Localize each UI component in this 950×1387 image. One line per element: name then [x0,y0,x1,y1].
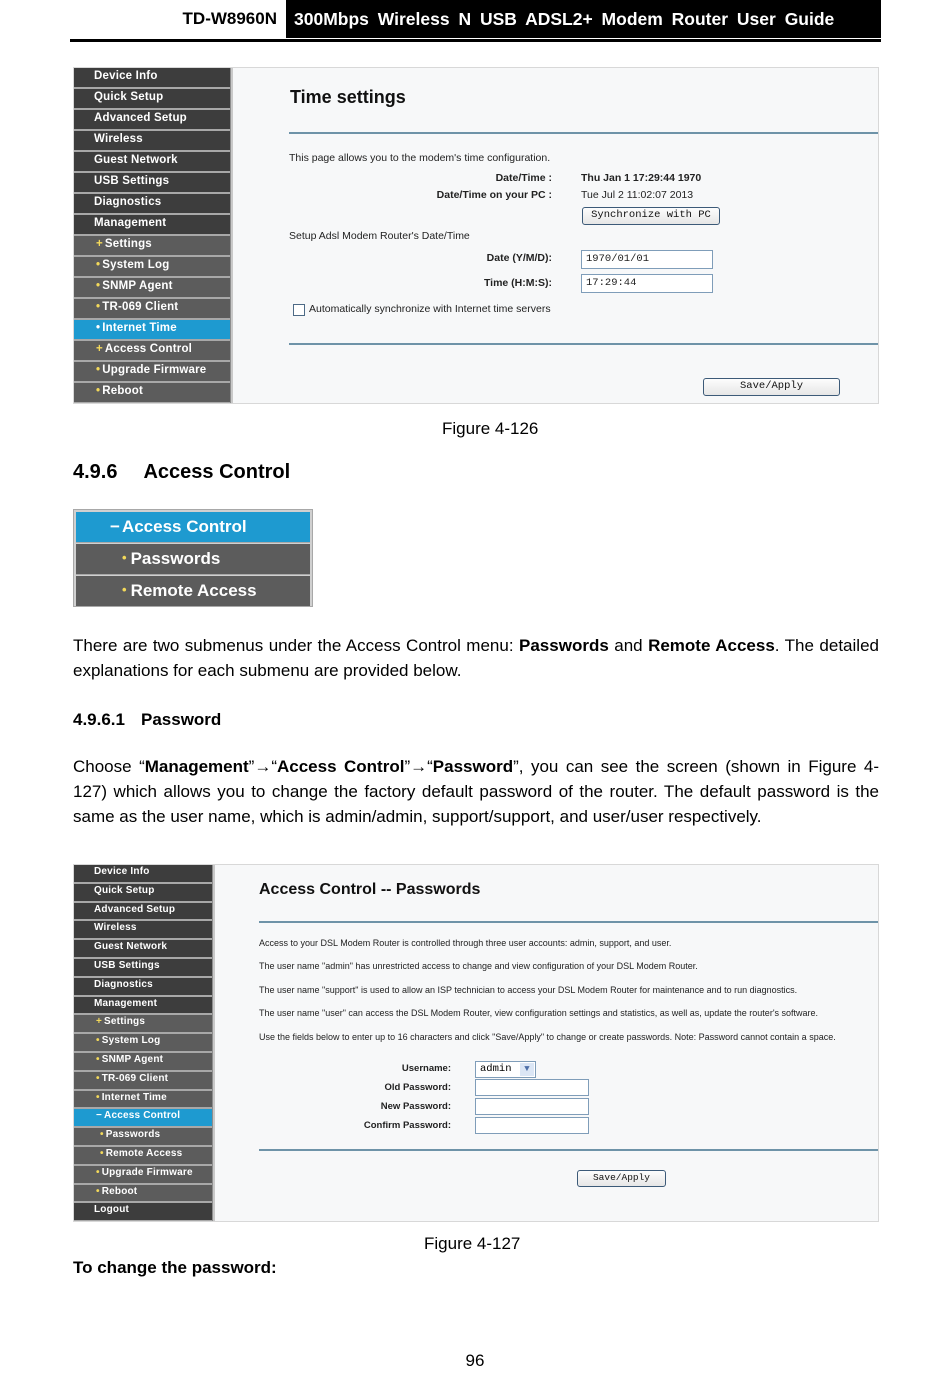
date-label: Date (Y/M/D): [486,252,552,264]
bullet-icon: • [100,1147,104,1159]
bullet-icon: • [96,1091,100,1103]
snippet-item-passwords[interactable] [76,544,310,575]
sidebar-item-label: Advanced Setup [94,112,187,124]
sidebar-item-snmp-agent[interactable] [74,278,230,299]
sidebar-item-label: Reboot [102,385,144,397]
sidebar-item-wireless[interactable] [74,131,230,152]
text: ”→“ [248,757,277,776]
bullet-icon: • [96,280,101,292]
sidebar-item-access-control[interactable] [74,1109,212,1128]
figure-4-126-screenshot [73,67,879,404]
bullet-icon: • [122,582,127,597]
sidebar-item-label: Advanced Setup [94,903,176,915]
sidebar-item-label: USB Settings [94,175,170,187]
bullet-icon: • [96,1185,100,1197]
passwords-content [216,865,878,1221]
sidebar-item-label: Diagnostics [94,196,162,208]
pc-datetime-value: Tue Jul 2 11:02:07 2013 [581,189,694,201]
text-bold: Access Control [276,757,405,776]
sidebar-item-internet-time[interactable] [74,1091,212,1110]
sidebar-item-remote-access[interactable] [74,1147,212,1166]
sidebar-item-wireless[interactable] [74,921,212,940]
datetime-label: Date/Time : [495,172,552,184]
sidebar-item-reboot[interactable] [74,383,230,404]
header-rule [70,39,881,42]
sidebar-item-upgrade-firmware[interactable] [74,362,230,383]
figure-4-127-screenshot [73,864,879,1222]
page-title: Time settings [290,87,406,107]
bullet-icon: • [96,301,101,313]
sidebar-item-diagnostics[interactable] [74,978,212,997]
sidebar-item-label: Guest Network [94,941,168,953]
bullet-icon: • [96,1053,100,1065]
description-line: The user name "support" is used to allow an ISP technician to access your DSL Modem Router for maintenance and to run diagnostics. [259,985,798,995]
figure-caption: Figure 4-127 [424,1234,521,1253]
sidebar-item-label: SNMP Agent [102,280,173,292]
bullet-icon: • [96,1166,100,1178]
page-header [70,0,881,42]
sidebar-item-passwords[interactable] [74,1128,212,1147]
sidebar-item-usb-settings[interactable] [74,959,212,978]
username-selected: admin [480,1063,512,1075]
sidebar-item-device-info[interactable] [74,68,230,89]
sidebar-divider [212,865,215,1221]
bullet-icon: • [96,1072,100,1084]
snippet-item-remote-access[interactable] [76,576,310,607]
chevron-down-icon[interactable]: ▼ [520,1063,534,1076]
sidebar-item-label: Logout [94,1204,130,1216]
username-label: Username: [401,1063,451,1074]
sidebar-item-label: System Log [102,259,170,271]
snippet-item-label: Passwords [130,549,221,568]
bullet-icon: − [110,517,120,536]
setup-heading: Setup Adsl Modem Router's Date/Time [289,230,470,242]
sidebar-divider [230,68,233,403]
sidebar-menu [74,865,212,1221]
sidebar-item-label: Upgrade Firmware [101,1166,193,1178]
bullet-icon: • [96,364,101,376]
bullet-icon: • [96,1035,100,1047]
title-divider [289,132,878,134]
time-settings-content [234,68,878,403]
sidebar-item-settings[interactable] [74,236,230,257]
description-line: Access to your DSL Modem Router is controlled through three user accounts: admin, support, and user. [259,938,672,948]
subsection-title: Password [141,710,222,729]
header-title: 300Mbps Wireless N USB ADSL2+ Modem Router User Guide [286,0,881,38]
confirm-password-label: Confirm Password: [363,1120,451,1131]
sidebar-item-tr-069-client[interactable] [74,299,230,320]
bottom-divider [289,343,878,345]
text-bold: Passwords [519,636,609,655]
sidebar-item-label: TR-069 Client [102,301,179,313]
sidebar-item-system-log[interactable] [74,257,230,278]
intro-paragraph [73,633,879,683]
sidebar-item-device-info[interactable] [74,865,212,884]
description-line: The user name "user" can access the DSL Modem Router, view configuration settings and statistics, as well as, update the router's software. [259,1008,819,1018]
sidebar-item-settings[interactable] [74,1015,212,1034]
time-input[interactable]: 17:29:44 [581,274,713,293]
sidebar-item-label: Wireless [94,133,143,145]
sidebar-item-label: Device Info [94,70,158,82]
auto-sync-label: Automatically synchronize with Internet time servers [309,303,551,315]
section-heading [73,461,290,484]
sidebar-item-label: Management [94,217,167,229]
bullet-icon: • [96,385,101,397]
text-bold: Remote Access [648,636,775,655]
sidebar-item-label: TR-069 Client [101,1072,169,1084]
sidebar-item-label: Management [94,997,158,1009]
sidebar-item-reboot[interactable] [74,1185,212,1204]
text: and [608,636,649,655]
sidebar-item-advanced-setup[interactable] [74,110,230,131]
time-label: Time (H:M:S): [483,277,552,289]
sidebar-item-management[interactable] [74,215,230,236]
bullet-icon: • [96,259,101,271]
steps-heading: To change the password: [73,1258,277,1277]
sidebar-item-label: System Log [101,1035,161,1047]
sidebar-item-label: Quick Setup [94,91,164,103]
sidebar-item-guest-network[interactable] [74,940,212,959]
old-password-input[interactable] [475,1079,589,1096]
text: . The detailed explanations for each submenu are provided below. [73,636,879,680]
sidebar-item-label: Access Control [104,1110,181,1122]
text: ”, you can see the screen (shown in Figure 4-127) which allows you to change the factory default password of the router. The default password is the same as the user name, which is admin/admin, support/support, and user/user respectively. [73,757,879,826]
sidebar-item-label: Access Control [104,343,193,355]
pc-datetime-label: Date/Time on your PC : [436,189,552,201]
sidebar-item-internet-time[interactable] [74,320,230,341]
sidebar-item-guest-network[interactable] [74,152,230,173]
snippet-item-label: Access Control [121,517,247,536]
sidebar-item-snmp-agent[interactable] [74,1053,212,1072]
sidebar-item-label: Internet Time [101,1091,167,1103]
bottom-divider [259,1149,878,1151]
sidebar-item-label: Guest Network [94,154,178,166]
sidebar-item-quick-setup[interactable] [74,89,230,110]
sidebar-item-access-control[interactable] [74,341,230,362]
text: ”→“ [404,757,433,776]
text-bold: Password [432,757,514,776]
sidebar-item-advanced-setup[interactable] [74,903,212,922]
date-input[interactable]: 1970/01/01 [581,250,713,269]
section-title: Access Control [143,461,291,483]
sidebar-item-label: Diagnostics [94,978,153,990]
new-password-label: New Password: [380,1101,451,1112]
sidebar-item-tr-069-client[interactable] [74,1072,212,1091]
sidebar-item-label: Internet Time [102,322,177,334]
sidebar-item-system-log[interactable] [74,1034,212,1053]
bullet-icon: • [100,1129,104,1141]
username-select[interactable] [475,1061,536,1078]
text: There are two submenus under the Access Control menu: [73,636,520,655]
snippet-item-label: Remote Access [130,581,257,600]
sidebar-item-label: Settings [104,1016,146,1028]
sidebar-item-label: Reboot [101,1185,138,1197]
subsection-heading [73,710,221,730]
sidebar-item-label: Wireless [94,922,137,934]
sidebar-item-logout[interactable] [74,1203,212,1222]
confirm-password-input[interactable] [475,1117,589,1134]
old-password-label: Old Password: [384,1082,451,1093]
bullet-icon: − [96,1110,103,1122]
page-title: Access Control -- Passwords [259,881,481,898]
sidebar-item-label: SNMP Agent [101,1053,164,1065]
sidebar-menu [74,68,230,403]
page-number: 96 [465,1351,485,1370]
sidebar-item-upgrade-firmware[interactable] [74,1166,212,1185]
auto-sync-checkbox[interactable] [293,304,305,316]
password-paragraph [73,754,879,829]
text: Choose “ [73,757,145,776]
save-apply-button[interactable]: Save/Apply [703,378,840,396]
bullet-icon: • [96,322,101,334]
sidebar-item-diagnostics[interactable] [74,194,230,215]
sidebar-item-label: Passwords [105,1129,161,1141]
snippet-item-access-control[interactable] [76,512,310,543]
title-divider [259,921,878,923]
datetime-value: Thu Jan 1 17:29:44 1970 [581,172,702,184]
bullet-icon: + [96,1016,103,1028]
bullet-icon: + [96,343,103,355]
sidebar-item-label: USB Settings [94,959,160,971]
save-apply-button[interactable]: Save/Apply [577,1170,666,1187]
sidebar-item-label: Device Info [94,866,150,877]
new-password-input[interactable] [475,1098,589,1115]
access-control-menu-snippet [73,509,313,607]
header-model: TD-W8960N [182,9,277,28]
intro-text: This page allows you to the modem's time configuration. [289,152,551,164]
description-line: The user name "admin" has unrestricted access to change and view configuration of your DSL Modem Router. [259,961,698,971]
text-bold: Management [144,757,249,776]
bullet-icon: • [122,550,127,565]
bullet-icon: + [96,238,103,250]
section-number: 4.9.6 [73,461,118,483]
figure-caption: Figure 4-126 [442,419,539,438]
sidebar-item-label: Remote Access [105,1147,183,1159]
subsection-number: 4.9.6.1 [73,710,125,729]
sidebar-item-label: Upgrade Firmware [102,364,207,376]
sidebar-item-usb-settings[interactable] [74,173,230,194]
synchronize-with-pc-button[interactable]: Synchronize with PC [582,207,720,225]
sidebar-item-management[interactable] [74,997,212,1016]
sidebar-item-quick-setup[interactable] [74,884,212,903]
sidebar-item-label: Settings [104,238,152,250]
sidebar-item-label: Quick Setup [94,884,155,896]
description-line: Use the fields below to enter up to 16 characters and click "Save/Apply" to change or create passwords. Note: Password cannot contain a space. [259,1032,836,1042]
